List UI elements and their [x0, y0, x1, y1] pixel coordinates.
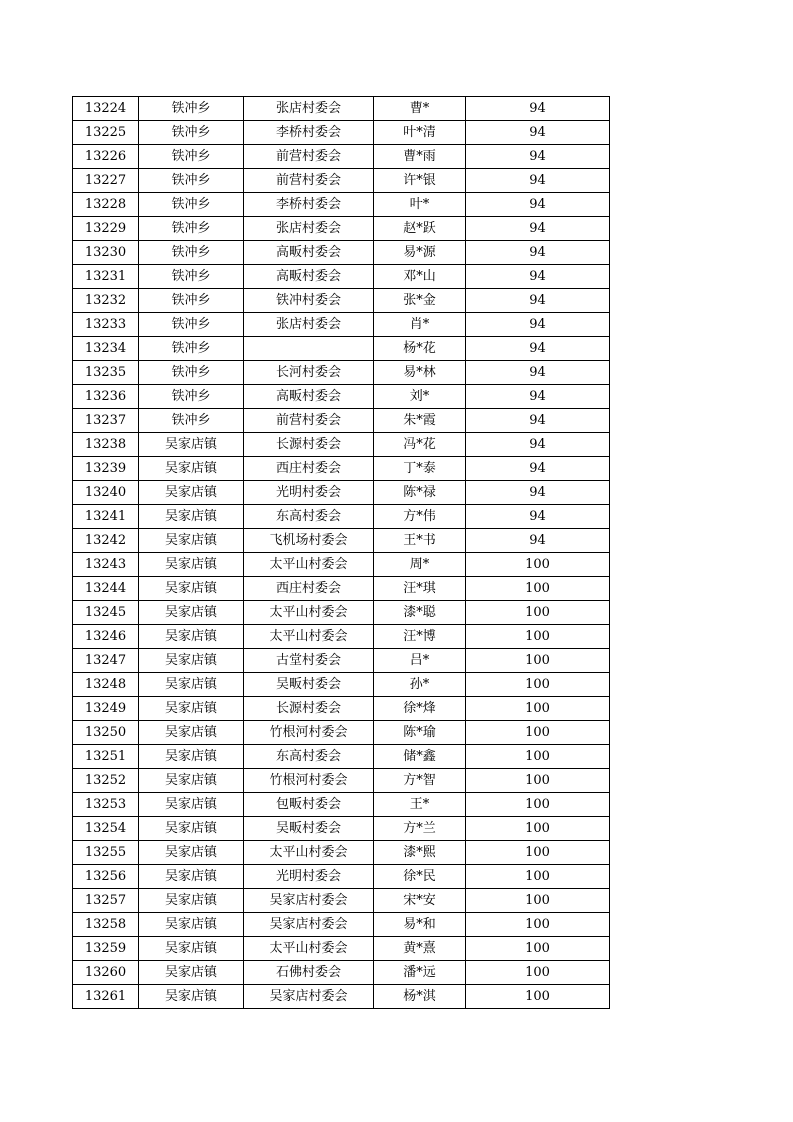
village-committee-cell: 高畈村委会: [244, 241, 374, 265]
record-number-cell: 13251: [73, 745, 139, 769]
township-cell: 吴家店镇: [139, 817, 244, 841]
village-committee-cell: 飞机场村委会: [244, 529, 374, 553]
score-cell: 94: [466, 97, 610, 121]
score-cell: 94: [466, 385, 610, 409]
village-committee-cell: 长源村委会: [244, 433, 374, 457]
township-cell: 铁冲乡: [139, 409, 244, 433]
village-committee-cell: 前营村委会: [244, 409, 374, 433]
score-cell: 100: [466, 889, 610, 913]
person-name-cell: 吕*: [374, 649, 466, 673]
table-row: [73, 385, 610, 409]
score-cell: 94: [466, 337, 610, 361]
person-name-cell: 徐*烽: [374, 697, 466, 721]
table-row: [73, 121, 610, 145]
record-number-cell: 13246: [73, 625, 139, 649]
village-committee-cell: 西庄村委会: [244, 457, 374, 481]
village-committee-cell: 前营村委会: [244, 145, 374, 169]
score-cell: 100: [466, 673, 610, 697]
table-row: [73, 985, 610, 1009]
score-cell: 94: [466, 241, 610, 265]
table-row: [73, 217, 610, 241]
person-name-cell: 徐*民: [374, 865, 466, 889]
score-cell: 94: [466, 121, 610, 145]
person-name-cell: 陈*禄: [374, 481, 466, 505]
table-row: [73, 433, 610, 457]
table-row: [73, 409, 610, 433]
table-row: [73, 457, 610, 481]
township-cell: 吴家店镇: [139, 745, 244, 769]
township-cell: 吴家店镇: [139, 673, 244, 697]
person-name-cell: 许*银: [374, 169, 466, 193]
table-row: [73, 649, 610, 673]
person-name-cell: 刘*: [374, 385, 466, 409]
person-name-cell: 方*智: [374, 769, 466, 793]
record-number-cell: 13224: [73, 97, 139, 121]
person-name-cell: 肖*: [374, 313, 466, 337]
person-name-cell: 汪*博: [374, 625, 466, 649]
table-row: [73, 481, 610, 505]
table-row: [73, 625, 610, 649]
record-number-cell: 13237: [73, 409, 139, 433]
person-name-cell: 孙*: [374, 673, 466, 697]
score-cell: 100: [466, 841, 610, 865]
township-cell: 吴家店镇: [139, 505, 244, 529]
township-cell: 吴家店镇: [139, 649, 244, 673]
village-committee-cell: 西庄村委会: [244, 577, 374, 601]
township-cell: 吴家店镇: [139, 913, 244, 937]
record-number-cell: 13249: [73, 697, 139, 721]
table-row: [73, 961, 610, 985]
person-name-cell: 邓*山: [374, 265, 466, 289]
table-row: [73, 553, 610, 577]
record-number-cell: 13254: [73, 817, 139, 841]
table-row: [73, 265, 610, 289]
score-cell: 100: [466, 697, 610, 721]
person-name-cell: 黄*熹: [374, 937, 466, 961]
township-cell: 吴家店镇: [139, 841, 244, 865]
record-number-cell: 13241: [73, 505, 139, 529]
person-name-cell: 方*伟: [374, 505, 466, 529]
village-committee-cell: 李桥村委会: [244, 121, 374, 145]
person-name-cell: 叶*清: [374, 121, 466, 145]
score-cell: 100: [466, 553, 610, 577]
table-row: [73, 529, 610, 553]
person-name-cell: 朱*霞: [374, 409, 466, 433]
record-number-cell: 13225: [73, 121, 139, 145]
table-row: [73, 289, 610, 313]
record-number-cell: 13234: [73, 337, 139, 361]
score-cell: 100: [466, 793, 610, 817]
township-cell: 铁冲乡: [139, 361, 244, 385]
record-number-cell: 13252: [73, 769, 139, 793]
score-cell: 100: [466, 865, 610, 889]
record-number-cell: 13230: [73, 241, 139, 265]
record-number-cell: 13229: [73, 217, 139, 241]
township-cell: 吴家店镇: [139, 529, 244, 553]
person-name-cell: 曹*: [374, 97, 466, 121]
village-committee-cell: 古堂村委会: [244, 649, 374, 673]
score-cell: 100: [466, 601, 610, 625]
township-cell: 铁冲乡: [139, 217, 244, 241]
person-name-cell: 杨*淇: [374, 985, 466, 1009]
township-cell: 铁冲乡: [139, 289, 244, 313]
score-cell: 100: [466, 913, 610, 937]
village-committee-cell: 东高村委会: [244, 505, 374, 529]
village-committee-cell: [244, 337, 374, 361]
person-name-cell: 叶*: [374, 193, 466, 217]
score-cell: 94: [466, 529, 610, 553]
record-number-cell: 13257: [73, 889, 139, 913]
table-row: [73, 577, 610, 601]
township-cell: 吴家店镇: [139, 697, 244, 721]
village-committee-cell: 太平山村委会: [244, 553, 374, 577]
score-cell: 94: [466, 433, 610, 457]
table-row: [73, 505, 610, 529]
record-number-cell: 13259: [73, 937, 139, 961]
village-committee-cell: 吴畈村委会: [244, 817, 374, 841]
record-number-cell: 13255: [73, 841, 139, 865]
record-number-cell: 13244: [73, 577, 139, 601]
record-number-cell: 13253: [73, 793, 139, 817]
table-row: [73, 817, 610, 841]
village-committee-cell: 太平山村委会: [244, 841, 374, 865]
record-number-cell: 13260: [73, 961, 139, 985]
person-name-cell: 储*鑫: [374, 745, 466, 769]
person-name-cell: 赵*跃: [374, 217, 466, 241]
township-cell: 铁冲乡: [139, 385, 244, 409]
table-row: [73, 313, 610, 337]
township-cell: 吴家店镇: [139, 865, 244, 889]
person-name-cell: 易*林: [374, 361, 466, 385]
record-number-cell: 13227: [73, 169, 139, 193]
score-cell: 100: [466, 625, 610, 649]
score-cell: 100: [466, 745, 610, 769]
score-cell: 100: [466, 817, 610, 841]
data-table: [72, 96, 610, 1009]
village-committee-cell: 太平山村委会: [244, 601, 374, 625]
township-cell: 铁冲乡: [139, 169, 244, 193]
score-cell: 100: [466, 961, 610, 985]
record-number-cell: 13233: [73, 313, 139, 337]
person-name-cell: 宋*安: [374, 889, 466, 913]
village-committee-cell: 张店村委会: [244, 313, 374, 337]
village-committee-cell: 太平山村委会: [244, 625, 374, 649]
table-row: [73, 673, 610, 697]
village-committee-cell: 长河村委会: [244, 361, 374, 385]
score-cell: 94: [466, 193, 610, 217]
village-committee-cell: 高畈村委会: [244, 385, 374, 409]
person-name-cell: 王*: [374, 793, 466, 817]
village-committee-cell: 包畈村委会: [244, 793, 374, 817]
person-name-cell: 汪*琪: [374, 577, 466, 601]
person-name-cell: 易*源: [374, 241, 466, 265]
record-number-cell: 13239: [73, 457, 139, 481]
record-number-cell: 13256: [73, 865, 139, 889]
record-number-cell: 13226: [73, 145, 139, 169]
table-body: [73, 97, 610, 1009]
table-row: [73, 721, 610, 745]
person-name-cell: 漆*熙: [374, 841, 466, 865]
township-cell: 吴家店镇: [139, 793, 244, 817]
table-row: [73, 145, 610, 169]
score-cell: 100: [466, 721, 610, 745]
township-cell: 铁冲乡: [139, 145, 244, 169]
score-cell: 100: [466, 649, 610, 673]
village-committee-cell: 光明村委会: [244, 865, 374, 889]
score-cell: 94: [466, 217, 610, 241]
table-row: [73, 169, 610, 193]
person-name-cell: 漆*聪: [374, 601, 466, 625]
score-cell: 94: [466, 145, 610, 169]
village-committee-cell: 吴家店村委会: [244, 985, 374, 1009]
record-number-cell: 13236: [73, 385, 139, 409]
village-committee-cell: 吴家店村委会: [244, 889, 374, 913]
table-row: [73, 889, 610, 913]
village-committee-cell: 张店村委会: [244, 97, 374, 121]
score-cell: 94: [466, 505, 610, 529]
village-committee-cell: 高畈村委会: [244, 265, 374, 289]
township-cell: 吴家店镇: [139, 889, 244, 913]
score-cell: 100: [466, 985, 610, 1009]
record-number-cell: 13238: [73, 433, 139, 457]
score-cell: 94: [466, 481, 610, 505]
table-row: [73, 937, 610, 961]
table-row: [73, 337, 610, 361]
table-row: [73, 697, 610, 721]
person-name-cell: 冯*花: [374, 433, 466, 457]
table-row: [73, 841, 610, 865]
village-committee-cell: 光明村委会: [244, 481, 374, 505]
township-cell: 吴家店镇: [139, 481, 244, 505]
person-name-cell: 曹*雨: [374, 145, 466, 169]
score-cell: 94: [466, 289, 610, 313]
record-number-cell: 13228: [73, 193, 139, 217]
table-row: [73, 913, 610, 937]
score-cell: 100: [466, 937, 610, 961]
person-name-cell: 潘*远: [374, 961, 466, 985]
person-name-cell: 王*书: [374, 529, 466, 553]
township-cell: 吴家店镇: [139, 553, 244, 577]
record-number-cell: 13258: [73, 913, 139, 937]
record-number-cell: 13250: [73, 721, 139, 745]
township-cell: 吴家店镇: [139, 937, 244, 961]
township-cell: 铁冲乡: [139, 337, 244, 361]
township-cell: 铁冲乡: [139, 121, 244, 145]
score-cell: 100: [466, 769, 610, 793]
township-cell: 吴家店镇: [139, 961, 244, 985]
table-row: [73, 769, 610, 793]
record-number-cell: 13240: [73, 481, 139, 505]
table-row: [73, 97, 610, 121]
person-name-cell: 杨*花: [374, 337, 466, 361]
village-committee-cell: 东高村委会: [244, 745, 374, 769]
township-cell: 吴家店镇: [139, 625, 244, 649]
record-number-cell: 13235: [73, 361, 139, 385]
person-name-cell: 丁*泰: [374, 457, 466, 481]
township-cell: 铁冲乡: [139, 313, 244, 337]
village-committee-cell: 铁冲村委会: [244, 289, 374, 313]
table-row: [73, 601, 610, 625]
person-name-cell: 方*兰: [374, 817, 466, 841]
table-row: [73, 361, 610, 385]
record-number-cell: 13248: [73, 673, 139, 697]
township-cell: 吴家店镇: [139, 985, 244, 1009]
record-number-cell: 13232: [73, 289, 139, 313]
table-row: [73, 745, 610, 769]
township-cell: 吴家店镇: [139, 721, 244, 745]
village-committee-cell: 竹根河村委会: [244, 769, 374, 793]
table-row: [73, 865, 610, 889]
township-cell: 铁冲乡: [139, 241, 244, 265]
score-cell: 94: [466, 361, 610, 385]
score-cell: 94: [466, 169, 610, 193]
table-row: [73, 793, 610, 817]
village-committee-cell: 张店村委会: [244, 217, 374, 241]
score-cell: 100: [466, 577, 610, 601]
village-committee-cell: 长源村委会: [244, 697, 374, 721]
village-committee-cell: 石佛村委会: [244, 961, 374, 985]
score-cell: 94: [466, 409, 610, 433]
village-committee-cell: 竹根河村委会: [244, 721, 374, 745]
township-cell: 吴家店镇: [139, 577, 244, 601]
person-name-cell: 周*: [374, 553, 466, 577]
township-cell: 吴家店镇: [139, 601, 244, 625]
village-committee-cell: 前营村委会: [244, 169, 374, 193]
township-cell: 吴家店镇: [139, 769, 244, 793]
person-name-cell: 易*和: [374, 913, 466, 937]
village-committee-cell: 李桥村委会: [244, 193, 374, 217]
record-number-cell: 13231: [73, 265, 139, 289]
township-cell: 吴家店镇: [139, 433, 244, 457]
township-cell: 铁冲乡: [139, 97, 244, 121]
village-committee-cell: 吴畈村委会: [244, 673, 374, 697]
township-cell: 铁冲乡: [139, 193, 244, 217]
record-number-cell: 13245: [73, 601, 139, 625]
record-number-cell: 13261: [73, 985, 139, 1009]
record-number-cell: 13247: [73, 649, 139, 673]
village-committee-cell: 太平山村委会: [244, 937, 374, 961]
score-cell: 94: [466, 457, 610, 481]
township-cell: 铁冲乡: [139, 265, 244, 289]
person-name-cell: 张*金: [374, 289, 466, 313]
person-name-cell: 陈*瑜: [374, 721, 466, 745]
record-number-cell: 13243: [73, 553, 139, 577]
table-row: [73, 193, 610, 217]
village-committee-cell: 吴家店村委会: [244, 913, 374, 937]
record-number-cell: 13242: [73, 529, 139, 553]
table-row: [73, 241, 610, 265]
township-cell: 吴家店镇: [139, 457, 244, 481]
score-cell: 94: [466, 265, 610, 289]
score-cell: 94: [466, 313, 610, 337]
